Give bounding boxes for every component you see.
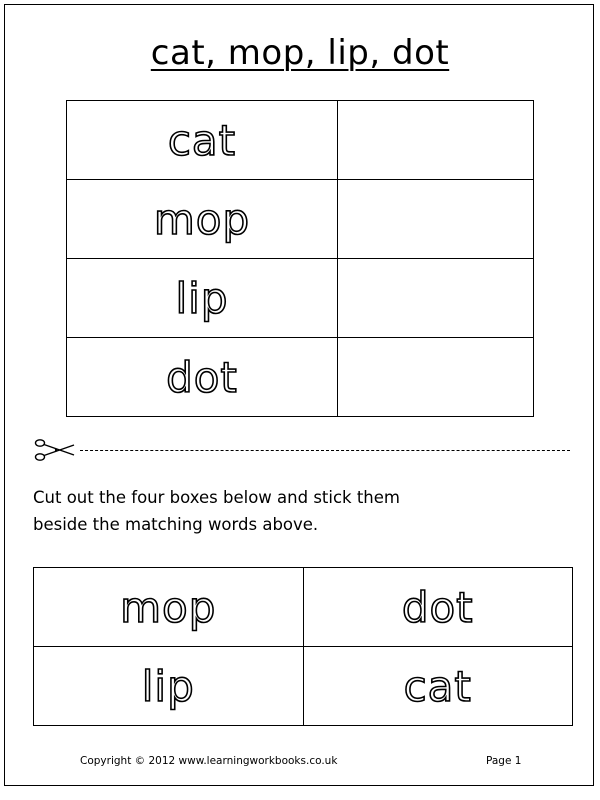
table-row — [67, 180, 534, 259]
cutout-box[interactable] — [34, 647, 304, 726]
blank-cell[interactable] — [338, 259, 534, 338]
word-lip: lip — [175, 273, 229, 323]
blank-cell[interactable] — [338, 338, 534, 417]
cutout-word: mop — [120, 582, 217, 632]
cutout-word: cat — [403, 661, 472, 711]
word-cell — [67, 180, 338, 259]
table-row — [67, 101, 534, 180]
cutout-word: dot — [401, 582, 474, 632]
scissors-icon — [34, 438, 76, 462]
cutout-box[interactable] — [34, 568, 304, 647]
dashed-line — [80, 450, 570, 451]
instructions-line: beside the matching words above. — [33, 515, 319, 534]
instructions-line: Cut out the four boxes below and stick them — [33, 488, 400, 507]
matching-table — [66, 100, 534, 417]
page-number: Page 1 — [486, 755, 522, 767]
word-dot: dot — [166, 352, 238, 402]
word-mop: mop — [153, 194, 251, 244]
cutout-table — [33, 567, 573, 726]
table-row — [34, 647, 573, 726]
word-cell — [67, 259, 338, 338]
cutout-box[interactable] — [303, 568, 573, 647]
table-row — [67, 259, 534, 338]
word-cell — [67, 338, 338, 417]
cutout-word: lip — [141, 661, 195, 711]
cut-line — [34, 438, 570, 462]
cutout-box[interactable] — [303, 647, 573, 726]
page-title: cat, mop, lip, dot — [150, 33, 450, 73]
instructions — [33, 484, 503, 538]
blank-cell[interactable] — [338, 101, 534, 180]
copyright-text: Copyright © 2012 www.learningworkbooks.co.uk — [80, 755, 338, 767]
table-row — [34, 568, 573, 647]
blank-cell[interactable] — [338, 180, 534, 259]
word-cell — [67, 101, 338, 180]
word-cat: cat — [167, 115, 237, 165]
table-row — [67, 338, 534, 417]
